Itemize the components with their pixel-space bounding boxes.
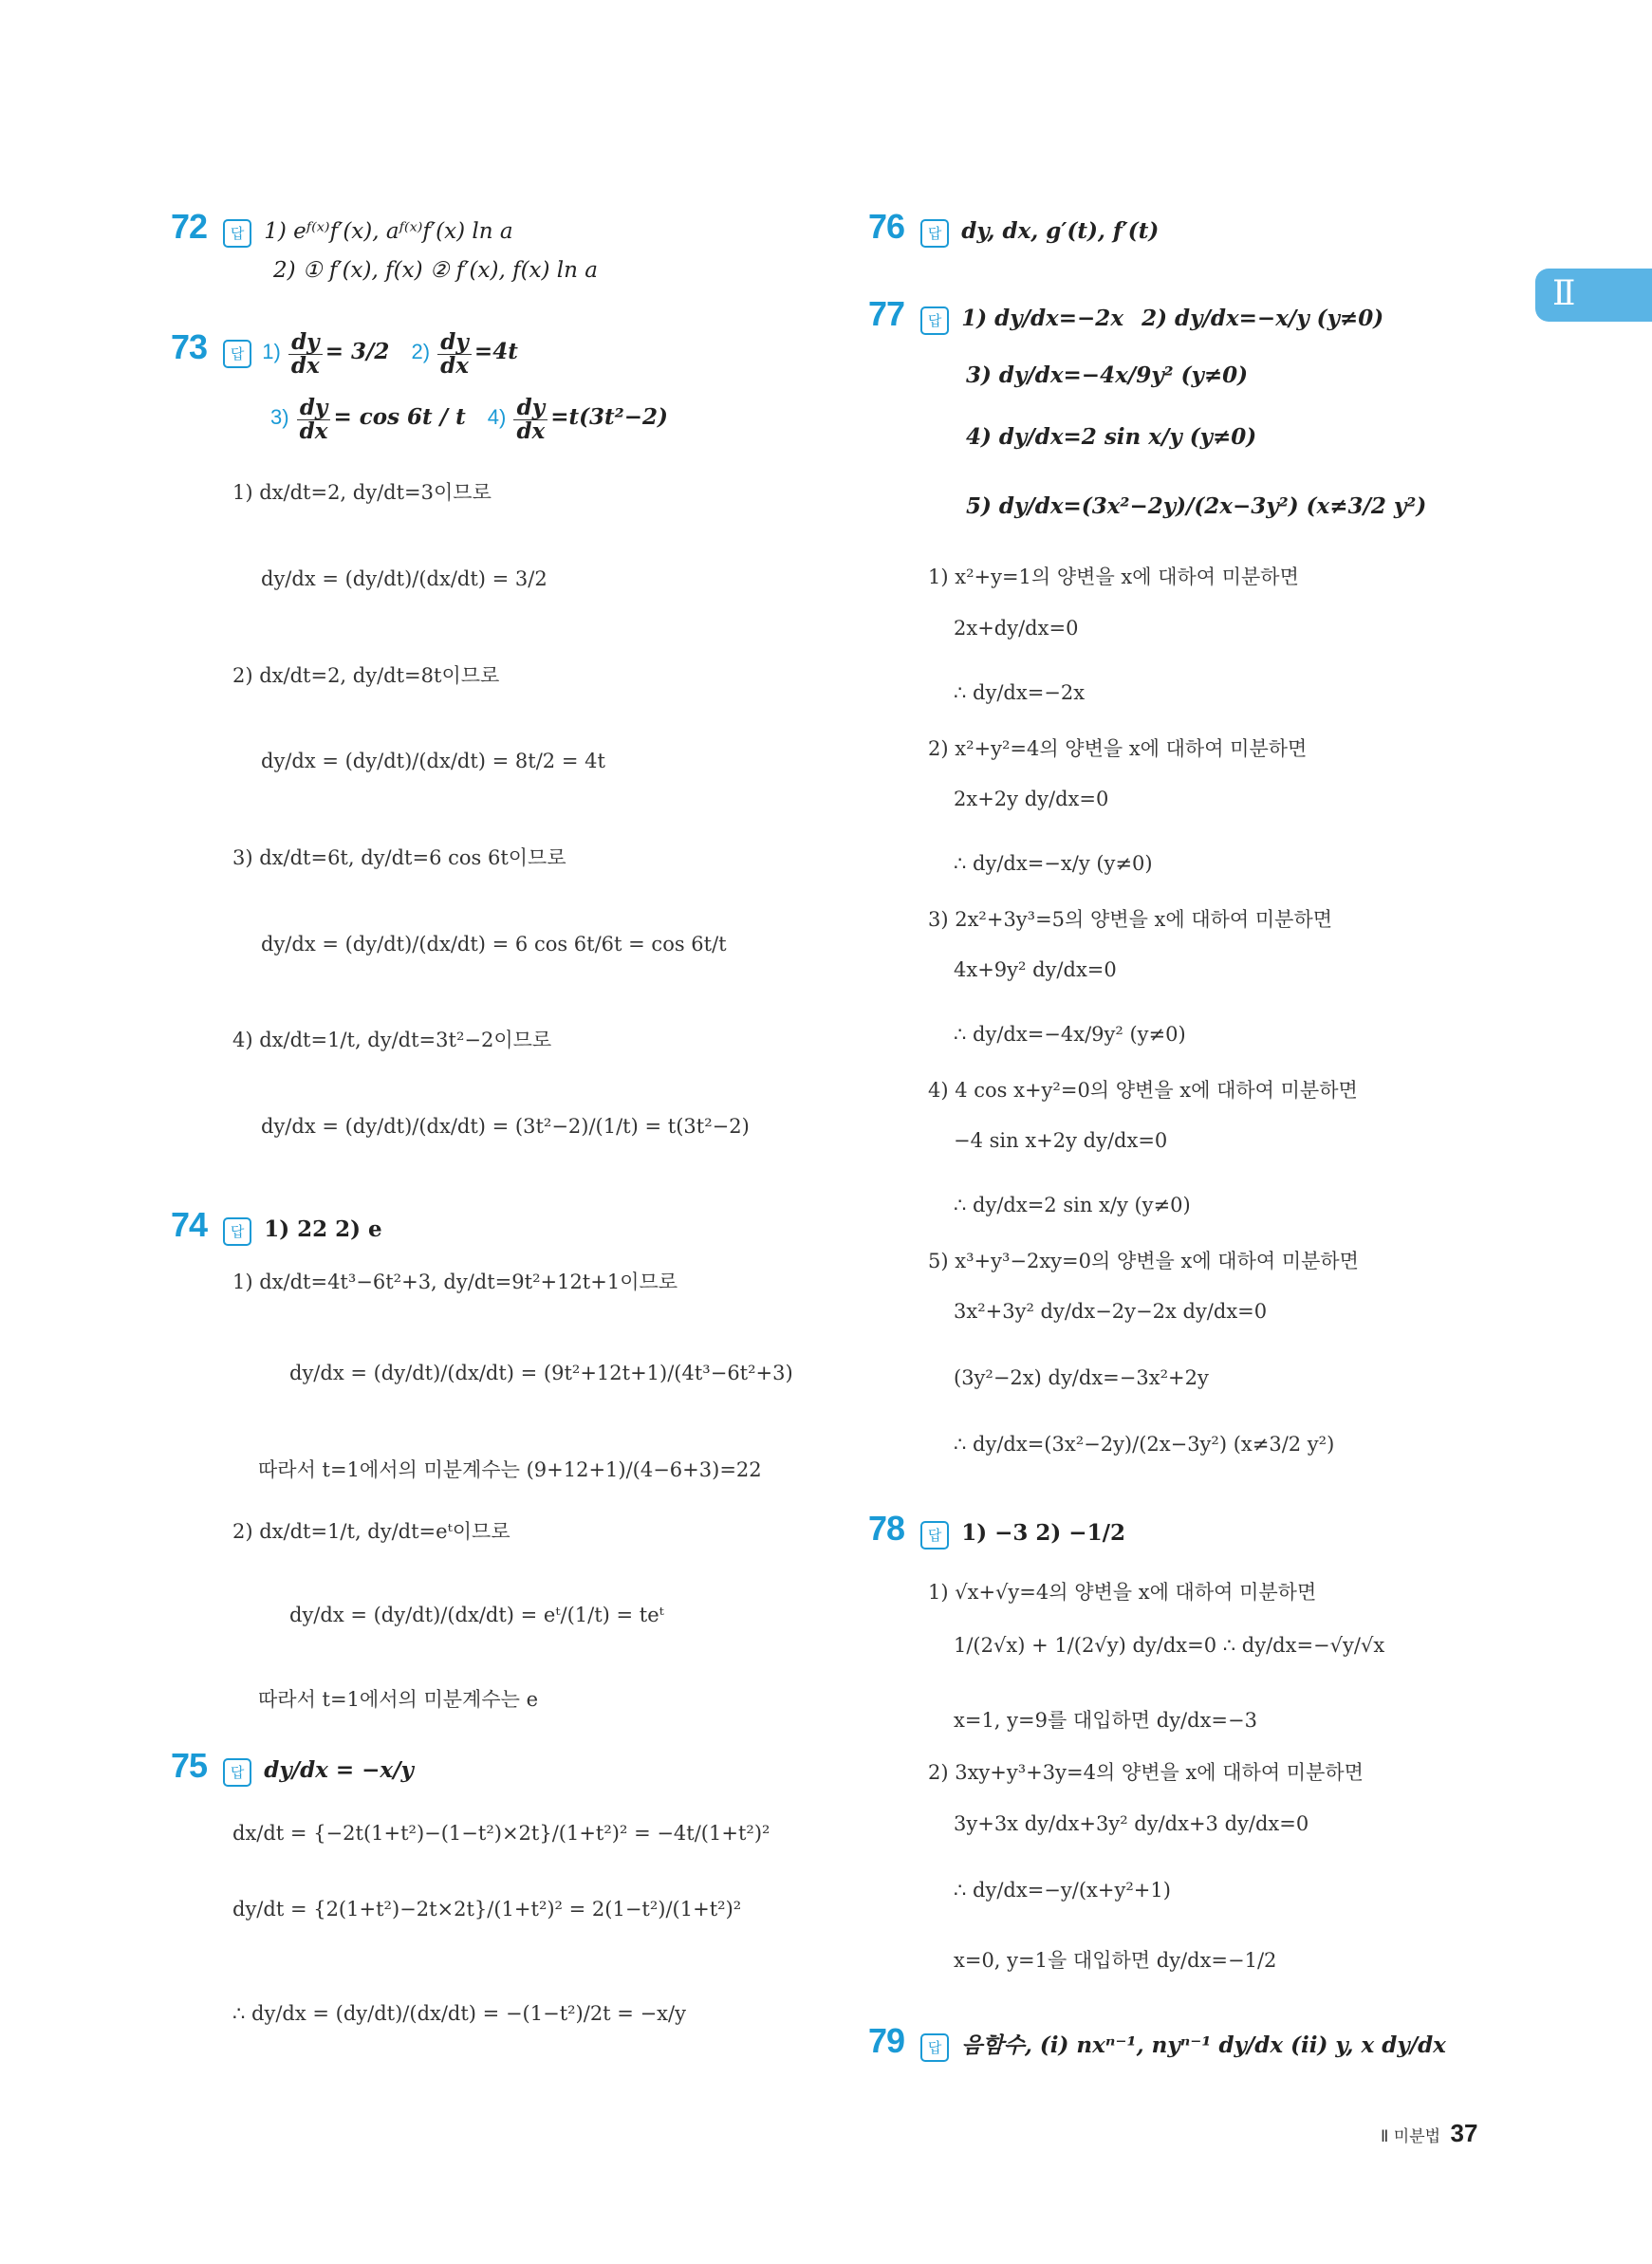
solution-73-3-head: 3) dx/dt=6t, dy/dt=6 cos 6t이므로 (232, 846, 566, 869)
answer-1-label: 1) (262, 340, 281, 363)
solution-74-1-body: dy/dx = (dy/dt)/(dx/dt) = (9t²+12t+1)/(4t³−6t²+3) (289, 1362, 793, 1384)
solution-77-2: 2) x²+y²=4의 양변을 x에 대하여 미분하면 (928, 737, 1308, 760)
answer-badge: 답 (920, 219, 949, 248)
solution-73-4-head: 4) dx/dt=1/t, dy/dt=3t²−2이므로 (232, 1029, 552, 1051)
answer-badge: 답 (223, 340, 251, 368)
problem-73: 73 답 1) $\frac{dy}{dx}$ = 3/2 2) $\frac{dy}{dx}$ =4t (171, 327, 518, 379)
answer-2: =4t (473, 339, 518, 364)
problem-74 (171, 1205, 382, 1246)
problem-79 (868, 2021, 1446, 2062)
answer-badge: 답 (920, 2033, 949, 2062)
answer-badge: 답 (920, 1521, 949, 1550)
solution-78-2c: x=0, y=1을 대입하면 dy/dx=−1/2 (954, 1949, 1277, 1972)
problem-number: 75 (171, 1746, 208, 1785)
answer-4: 4) dy/dx=2 sin x/y (y≠0) (966, 424, 1257, 450)
answer-5: 5) dy/dx=(3x²−2y)/(2x−3y²) (x≠3/2 y²) (966, 493, 1427, 519)
page-footer (1381, 2119, 1477, 2148)
answer-3-label: 3) (270, 405, 289, 430)
answer-badge: 답 (223, 1758, 251, 1787)
solution-73-4-body: dy/dx = (dy/dt)/(dx/dt) = (3t²−2)/(1/t) = t(3t²−2) (261, 1115, 750, 1138)
answer: 1) −3 2) −1/2 (961, 1520, 1125, 1546)
solution-77-1a: 2x+dy/dx=0 (954, 617, 1079, 640)
answer-row-2: 3) $\frac{dy}{dx}$ = cos 6t / t 4) $\frac{dy}{dx}$ =t(3t²−2) (270, 395, 668, 445)
solution-78-2b: ∴ dy/dx=−y/(x+y²+1) (954, 1879, 1171, 1902)
problem-number: 72 (171, 207, 208, 246)
answer-badge: 답 (223, 219, 251, 248)
solution-73-2-body: dy/dx = (dy/dt)/(dx/dt) = 8t/2 = 4t (261, 750, 605, 772)
solution-78-1a: 1/(2√x) + 1/(2√y) dy/dx=0 ∴ dy/dx=−√y/√x (954, 1634, 1385, 1657)
problem-number: 79 (868, 2021, 905, 2060)
solution-74-2-body: dy/dx = (dy/dt)/(dx/dt) = eᵗ/(1/t) = teᵗ (289, 1604, 664, 1626)
problem-number: 77 (868, 294, 905, 333)
solution-77-2a: 2x+2y dy/dx=0 (954, 788, 1109, 810)
answer-1: = 3/2 (325, 339, 390, 364)
solution-73-1-body: dy/dx = (dy/dt)/(dx/dt) = 3/2 (261, 567, 548, 590)
solution-77-5: 5) x³+y³−2xy=0의 양변을 x에 대하여 미분하면 (928, 1250, 1359, 1272)
answer-line-1: 1) eᶠ⁽ˣ⁾f′(x), aᶠ⁽ˣ⁾f′(x) ln a (264, 219, 513, 244)
problem-75 (171, 1746, 414, 1787)
answer: 음함수, (i) nxⁿ⁻¹, nyⁿ⁻¹ dy/dx (ii) y, x dy/dx (961, 2032, 1446, 2058)
answer-2-label: 2) (411, 340, 431, 363)
answer-3: 3) dy/dx=−4x/9y² (y≠0) (966, 362, 1249, 388)
answer-badge: 답 (223, 1217, 251, 1246)
answer-badge: 답 (920, 306, 949, 335)
answer-4-label: 4) (487, 405, 507, 430)
solution-77-4b: ∴ dy/dx=2 sin x/y (y≠0) (954, 1194, 1191, 1216)
solution-75-line-3: ∴ dy/dx = (dy/dt)/(dx/dt) = −(1−t²)/2t = −x/y (232, 2002, 686, 2025)
solution-78-1: 1) √x+√y=4의 양변을 x에 대하여 미분하면 (928, 1581, 1317, 1604)
solution-74-2-tail: 따라서 t=1에서의 미분계수는 e (258, 1688, 538, 1711)
solution-77-5b: (3y²−2x) dy/dx=−3x²+2y (954, 1366, 1209, 1389)
solution-78-2a: 3y+3x dy/dx+3y² dy/dx+3 dy/dx=0 (954, 1812, 1309, 1835)
solution-77-3a: 4x+9y² dy/dx=0 (954, 958, 1117, 981)
problem-78 (868, 1509, 1125, 1550)
answer: dy, dx, g′(t), f′(t) (961, 218, 1160, 244)
solution-74-1-tail: 따라서 t=1에서의 미분계수는 (9+12+1)/(4−6+3)=22 (258, 1458, 762, 1481)
answer-1: 1) dy/dx=−2x (961, 306, 1124, 331)
solution-78-1b: x=1, y=9를 대입하면 dy/dx=−3 (954, 1709, 1257, 1732)
solution-74-1-head: 1) dx/dt=4t³−6t²+3, dy/dt=9t²+12t+1이므로 (232, 1271, 678, 1293)
solution-78-2: 2) 3xy+y³+3y=4의 양변을 x에 대하여 미분하면 (928, 1761, 1364, 1784)
solution-77-1b: ∴ dy/dx=−2x (954, 681, 1086, 704)
chapter-tab-label: Ⅱ (1552, 274, 1576, 313)
solution-77-2b: ∴ dy/dx=−x/y (y≠0) (954, 852, 1153, 875)
problem-76 (868, 207, 1159, 248)
answer-4: =t(3t²−2) (550, 404, 668, 431)
problem-number: 76 (868, 207, 905, 246)
solution-77-1: 1) x²+y=1의 양변을 x에 대하여 미분하면 (928, 566, 1299, 588)
solution-73-3-body: dy/dx = (dy/dt)/(dx/dt) = 6 cos 6t/6t = cos 6t/t (261, 933, 727, 956)
answer: dy/dx = −x/y (264, 1757, 414, 1783)
solution-75-line-2: dy/dt = {2(1+t²)−2t×2t}/(1+t²)² = 2(1−t²)/(1+t²)² (232, 1898, 742, 1921)
answer-line-2: 2) ① f′(x), f(x) ② f′(x), f(x) ln a (273, 258, 599, 283)
answer-3: = cos 6t / t (333, 404, 466, 431)
solution-77-4a: −4 sin x+2y dy/dx=0 (954, 1129, 1168, 1152)
solution-75-line-1: dx/dt = {−2t(1+t²)−(1−t²)×2t}/(1+t²)² = −4t/(1+t²)² (232, 1822, 770, 1845)
chapter-tab (1535, 269, 1652, 322)
solution-77-5c: ∴ dy/dx=(3x²−2y)/(2x−3y²) (x≠3/2 y²) (954, 1433, 1335, 1456)
problem-number: 78 (868, 1509, 905, 1548)
solution-77-5a: 3x²+3y² dy/dx−2y−2x dy/dx=0 (954, 1300, 1268, 1323)
problem-77 (868, 294, 1383, 335)
solution-77-3: 3) 2x²+3y³=5의 양변을 x에 대하여 미분하면 (928, 908, 1333, 931)
problem-number: 73 (171, 327, 208, 366)
page-number: 37 (1450, 2119, 1478, 2147)
problem-72 (171, 207, 513, 248)
solution-74-2-head: 2) dx/dt=1/t, dy/dt=eᵗ이므로 (232, 1520, 510, 1543)
answer: 1) 22 2) e (264, 1216, 382, 1242)
solution-77-3b: ∴ dy/dx=−4x/9y² (y≠0) (954, 1023, 1186, 1046)
solution-73-2-head: 2) dx/dt=2, dy/dt=8t이므로 (232, 664, 500, 687)
answer-2: 2) dy/dx=−x/y (y≠0) (1142, 306, 1384, 331)
solution-73-1-head: 1) dx/dt=2, dy/dt=3이므로 (232, 481, 492, 504)
solution-77-4: 4) 4 cos x+y²=0의 양변을 x에 대하여 미분하면 (928, 1079, 1358, 1102)
chapter-label: Ⅱ 미분법 (1381, 2127, 1441, 2146)
problem-number: 74 (171, 1205, 208, 1244)
